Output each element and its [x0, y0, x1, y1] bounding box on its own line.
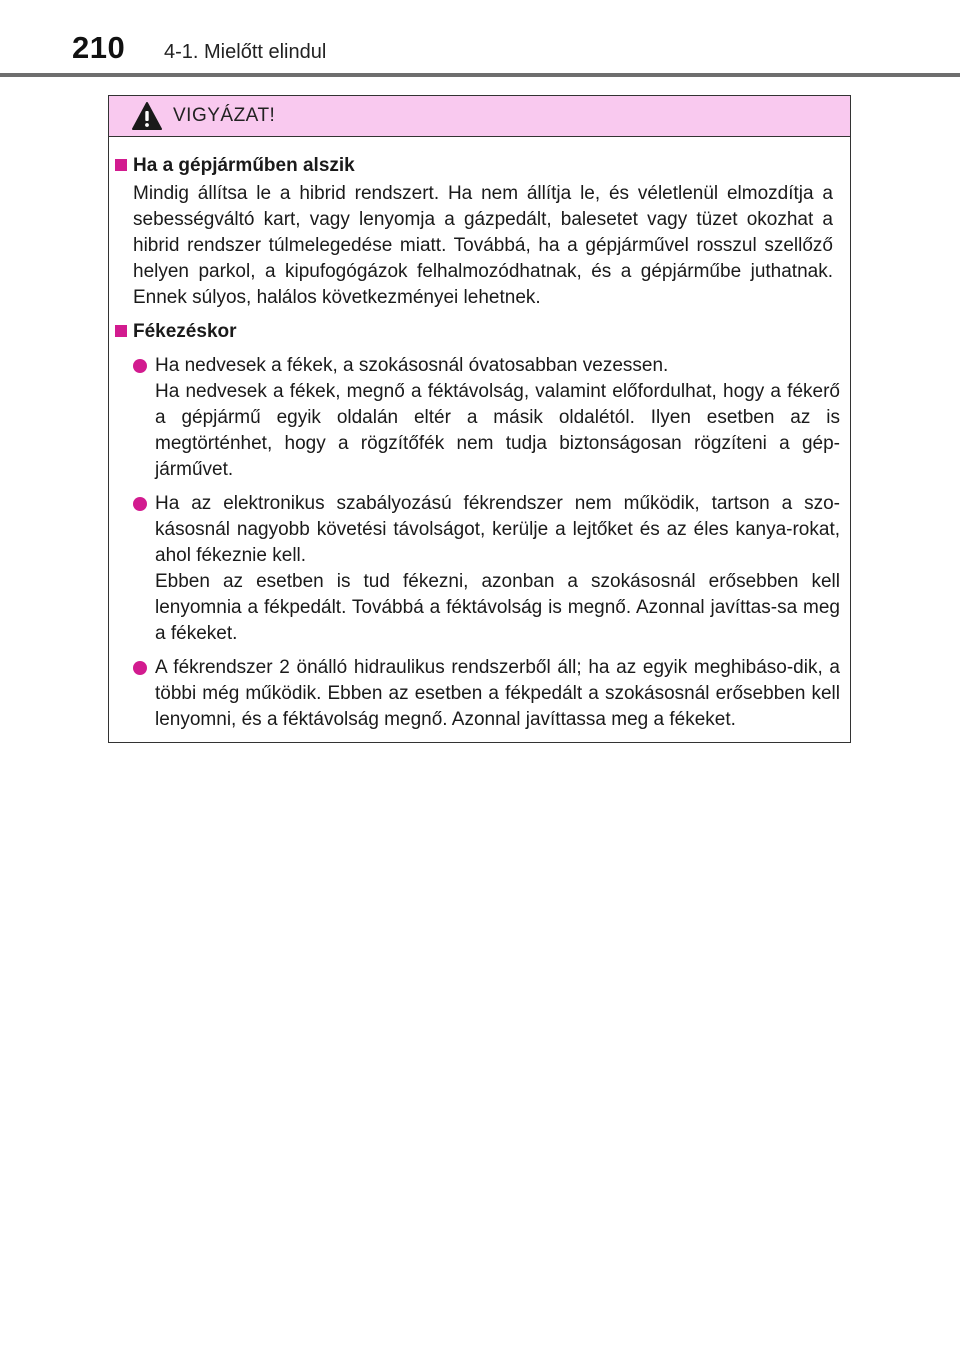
square-bullet-icon: [115, 325, 127, 337]
warning-section: [109, 153, 849, 311]
warning-section: [109, 319, 849, 733]
section-heading-text: Ha a gépjárműben alszik: [133, 155, 355, 176]
warning-header: [109, 96, 850, 137]
section-heading: [109, 319, 849, 345]
section-heading: [109, 153, 849, 179]
list-item: [155, 491, 840, 647]
circle-bullet-icon: [133, 661, 147, 675]
list-item-text: Ha nedvesek a fékek, megnő a féktávolság, valamint előfordulhat, hogy a fékerő a gépjármű egyik oldalán eltér a másik oldalétól. Ilyen esetben az is megtörténhet, hogy a rögzítőfék nem tudja biztonságosan rögzíteni a gép-járművet.: [155, 381, 840, 480]
section-title: 4-1. Mielőtt elindul: [164, 41, 327, 63]
section-paragraph: Mindig állítsa le a hibrid rendszert. Ha nem állítja le, és véletlenül elmozdítja a sebességváltó kart, vagy lenyomja a gázpedált, balesetet vagy tüzet okozhat a hibrid rendszer túlmelegedése miatt. Továbbá, ha a gépjárművel rosszul szellőző helyen parkol, a kipufogógázok felhalmozódhatnak, és a gépjárműbe juthatnak. Ennek súlyos, halálos következményei lehetnek.: [133, 183, 833, 308]
list-item-text: Ebben az esetben is tud fékezni, azonban a szokásosnál erősebben kell lenyomnia a fékpedált. Továbbá a féktávolság is megnő. Azonnal javíttas-sa meg a fékeket.: [155, 571, 840, 644]
list-item-text: A fékrendszer 2 önálló hidraulikus rendszerből áll; ha az egyik meghibáso-dik, a többi még működik. Ebben az esetben a fékpedált a szokásosnál erősebben kell lenyomni, és a féktávolság megnő. Azonnal javíttassa meg a fékeket.: [155, 657, 840, 730]
section-heading-text: Fékezéskor: [133, 321, 237, 342]
list-item: [155, 353, 840, 483]
warning-content: [109, 153, 849, 739]
list-item: [155, 655, 840, 733]
square-bullet-icon: [115, 159, 127, 171]
warning-box: [108, 95, 851, 743]
warning-triangle-icon: [131, 101, 163, 131]
page-number: 210: [72, 30, 126, 65]
warning-title: VIGYÁZAT!: [173, 105, 276, 126]
list-item-text: Ha nedvesek a fékek, a szokásosnál óvatosabban vezessen.: [155, 355, 669, 376]
circle-bullet-icon: [133, 497, 147, 511]
page-header: [0, 0, 960, 80]
circle-bullet-icon: [133, 359, 147, 373]
list-item-text: Ha az elektronikus szabályozású fékrendszer nem működik, tartson a szo-kásosnál nagyobb követési távolságot, kerülje a lejtőket és az éles kanya-rokat, ahol fékeznie kell.: [155, 493, 840, 566]
header-divider: [0, 73, 960, 77]
